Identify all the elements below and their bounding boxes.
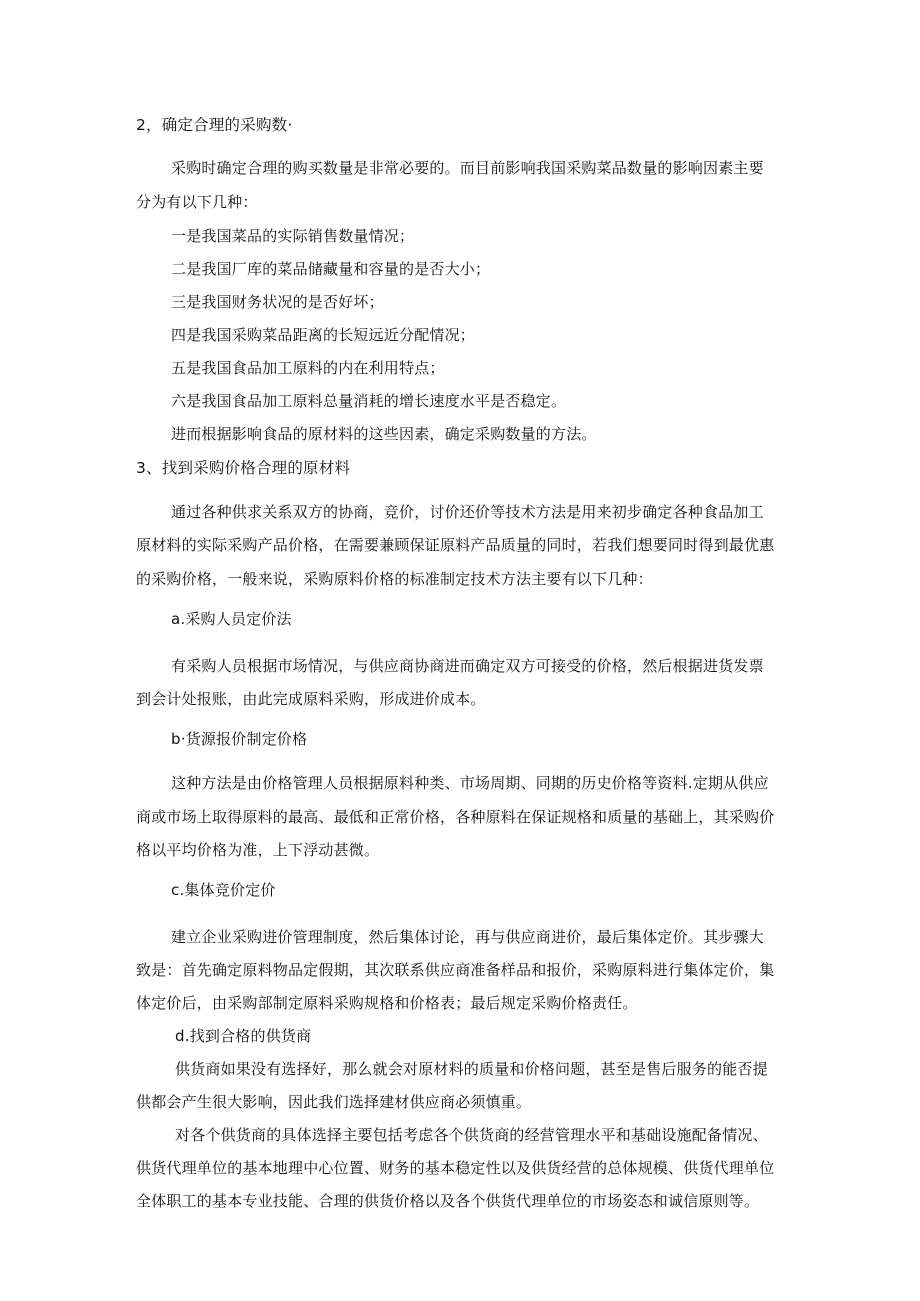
factor-item-5: 五是我国食品加工原料的内在利用特点；	[171, 359, 445, 377]
method-c-line-3: 体定价后，由采购部制定原料采购规格和价格表；最后规定采购价格责任。	[136, 994, 638, 1012]
section-3-intro-line-2: 原材料的实际采购产品价格，在需要兼顾保证原料产品质量的同时，若我们想要同时得到最优惠	[136, 536, 775, 554]
method-b-line-2: 商或市场上取得原料的最高、最低和正常价格，各种原料在保证规格和质量的基础上，其采购价	[136, 808, 775, 826]
method-b-line-1: 这种方法是由价格管理人员根据原料种类、市场周期、同期的历史价格等资料.定期从供应	[171, 774, 769, 792]
method-d-line-1: 供货商如果没有选择好，那么就会对原材料的质量和价格问题，甚至是售后服务的能否提	[175, 1060, 768, 1078]
section-2-intro-line-1: 采购时确定合理的购买数量是非常必要的。而目前影响我国采购菜品数量的影响因素主要	[171, 159, 764, 177]
factor-item-4: 四是我国采购菜品距离的长短远近分配情况；	[171, 326, 476, 344]
section-2-conclusion: 进而根据影响食品的原材料的这些因素，确定采购数量的方法。	[171, 425, 597, 443]
method-b-title: b·货源报价制定价格	[171, 730, 308, 748]
method-b-line-3: 格以平均价格为准，上下浮动甚微。	[136, 841, 380, 859]
method-d-line-2: 供都会产生很大影响，因此我们选择建材供应商必须慎重。	[136, 1093, 532, 1111]
supplier-selection-line-2: 供货代理单位的基本地理中心位置、财务的基本稳定性以及供货经营的总体规模、供货代理单位	[136, 1159, 775, 1177]
section-3-heading: 3、找到采购价格合理的原材料	[136, 459, 351, 477]
factor-item-3: 三是我国财务状况的是否好坏；	[171, 293, 384, 311]
section-3-intro-line-3: 的采购价格，一般来说，采购原料价格的标准制定技术方法主要有以下几种：	[136, 570, 653, 588]
supplier-selection-line-1: 对各个供货商的具体选择主要包括考虑各个供货商的经营管理水平和基础设施配备情况、	[175, 1126, 768, 1144]
method-c-line-2: 致是：首先确定原料物品定假期，其次联系供应商准备样品和报价，采购原料进行集体定价，集	[136, 961, 775, 979]
method-a-line-1: 有采购人员根据市场情况，与供应商协商进而确定双方可接受的价格，然后根据进货发票	[171, 657, 764, 675]
factor-item-1: 一是我国菜品的实际销售数量情况；	[171, 227, 415, 245]
factor-item-6: 六是我国食品加工原料总量消耗的增长速度水平是否稳定。	[171, 392, 567, 410]
method-a-title: a.采购人员定价法	[171, 610, 292, 628]
section-2-intro-line-2: 分为有以下几种：	[136, 193, 258, 211]
section-2-heading: 2，确定合理的采购数·	[136, 116, 293, 134]
factor-item-2: 二是我国厂库的菜品储藏量和容量的是否大小；	[171, 260, 491, 278]
method-c-line-1: 建立企业采购进价管理制度，然后集体讨论，再与供应商进价，最后集体定价。其步骤大	[171, 928, 764, 946]
supplier-selection-line-3: 全体职工的基本专业技能、合理的供货价格以及各个供货代理单位的市场姿态和诚信原则等。	[136, 1192, 760, 1210]
section-3-intro-line-1: 通过各种供求关系双方的协商，竞价，讨价还价等技术方法是用来初步确定各种食品加工	[171, 503, 764, 521]
method-d-title: d.找到合格的供货商	[175, 1027, 312, 1045]
method-a-line-2: 到会计处报账，由此完成原料采购，形成进价成本。	[136, 690, 486, 708]
method-c-title: c.集体竞价定价	[171, 881, 276, 899]
